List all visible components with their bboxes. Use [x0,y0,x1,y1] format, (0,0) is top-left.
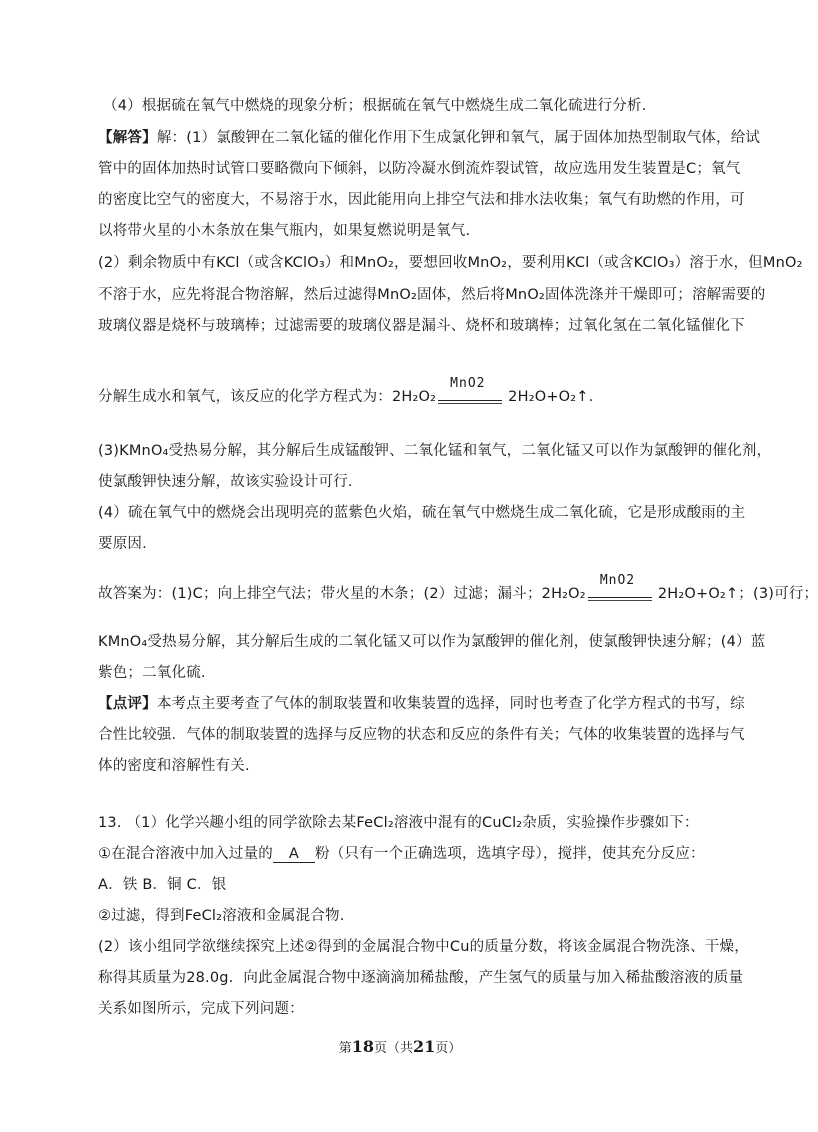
text-line: (2）该小组同学欲继续探究上述②得到的金属混合物中Cu的质量分数，将该金属混合物洗涤、干燥， [98,939,749,955]
text-line: （4）根据硫在氧气中燃烧的现象分析；根据硫在氧气中燃烧生成二氧化硫进行分析. [103,98,647,114]
text-line: 紫色；二氧化硫. [98,665,206,681]
text-line: 体的密度和溶解性有关. [98,758,250,774]
text-line: 的密度比空气的密度大，不易溶于水，因此能用向上排空气法和排水法收集；氧气有助燃的作用，可 [98,192,745,208]
text-line: 以将带火星的小木条放在集气瓶内，如果复燃说明是氧气. [98,223,471,239]
page-number: 18 [351,1037,374,1056]
text-line: 称得其质量为28.0g．向此金属混合物中逐滴滴加稀盐酸，产生氢气的质量与加入稀盐酸溶液的质量 [98,970,744,986]
catalyst-label: MnO2 [450,376,486,391]
text-line: 要原因. [98,536,147,552]
text-line: 不溶于水，应先将混合物溶解，然后过滤得MnO₂固体，然后将MnO₂固体洗涤并干燥即可；溶解需要的 [98,287,766,303]
text-line: 【解答】解：(1）氯酸钾在二氧化锰的催化作用下生成氯化钾和氧气，属于固体加热型制取气体，给试 [98,130,761,146]
choice-options: A．铁 B．铜 C．银 [98,877,227,893]
text-line: ①在混合溶液中加入过量的 A 粉（只有一个正确选项，选填字母），搅拌，使其充分反应： [98,846,705,862]
reaction-arrow [436,376,508,407]
comment-tag: 【点评】 [98,696,157,712]
text-line: 玻璃仪器是烧杯与玻璃棒；过滤需要的玻璃仪器是漏斗、烧杯和玻璃棒；过氧化氢在二氧化锰催化下 [98,318,745,334]
page-footer: 第18页（共21页） [338,1037,462,1056]
page-total: 21 [413,1037,436,1056]
reaction-arrow [586,573,658,604]
text-line: (3)KMnO₄受热易分解，其分解后生成锰酸钾、二氧化锰和氧气，二氧化锰又可以作为氯酸钾的催化剂， [98,443,772,459]
text-line: 【点评】本考点主要考查了气体的制取装置和收集装置的选择，同时也考查了化学方程式的书写，综 [98,696,745,712]
text-line: KMnO₄受热易分解，其分解后生成的二氧化锰又可以作为氯酸钾的催化剂，使氯酸钾快速分解；(4）蓝 [98,634,766,650]
text-line: 合性比较强．气体的制取装置的选择与反应物的状态和反应的条件有关；气体的收集装置的选择与气 [98,727,745,743]
equation-line: 分解生成水和氧气，该反应的化学方程式为：2H₂O₂ MnO2 2H₂O+O₂↑. [98,376,594,405]
text-line: (2）剩余物质中有KCl（或含KClO₃）和MnO₂，要想回收MnO₂，要利用KCl（或含KClO₃）溶于水，但MnO₂ [98,255,803,271]
text-line: (4）硫在氧气中的燃烧会出现明亮的蓝紫色火焰，硫在氧气中燃烧生成二氧化硫，它是形成酸雨的主 [98,505,746,521]
equation-line: 故答案为：(1)C；向上排空气法；带火星的木条；(2）过滤；漏斗；2H₂O₂ MnO2 2H₂O+O₂↑；(3)可行； [98,573,818,602]
text-line: 使氯酸钾快速分解，故该实验设计可行. [98,474,353,490]
text-line: 管中的固体加热时试管口要略微向下倾斜，以防冷凝水倒流炸裂试管，故应选用发生装置是C；氧气 [98,161,741,177]
answer-tag: 【解答】 [98,130,157,146]
catalyst-label: MnO2 [599,573,636,588]
question-title: 13. （1）化学兴趣小组的同学欲除去某FeCl₂溶液中混有的CuCl₂杂质，实验操作步骤如下： [98,815,699,831]
text-line: ②过滤，得到FeCl₂溶液和金属混合物. [98,908,345,924]
text-line: 关系如图所示，完成下列问题： [98,1001,304,1017]
answer-blank: A [273,846,315,863]
